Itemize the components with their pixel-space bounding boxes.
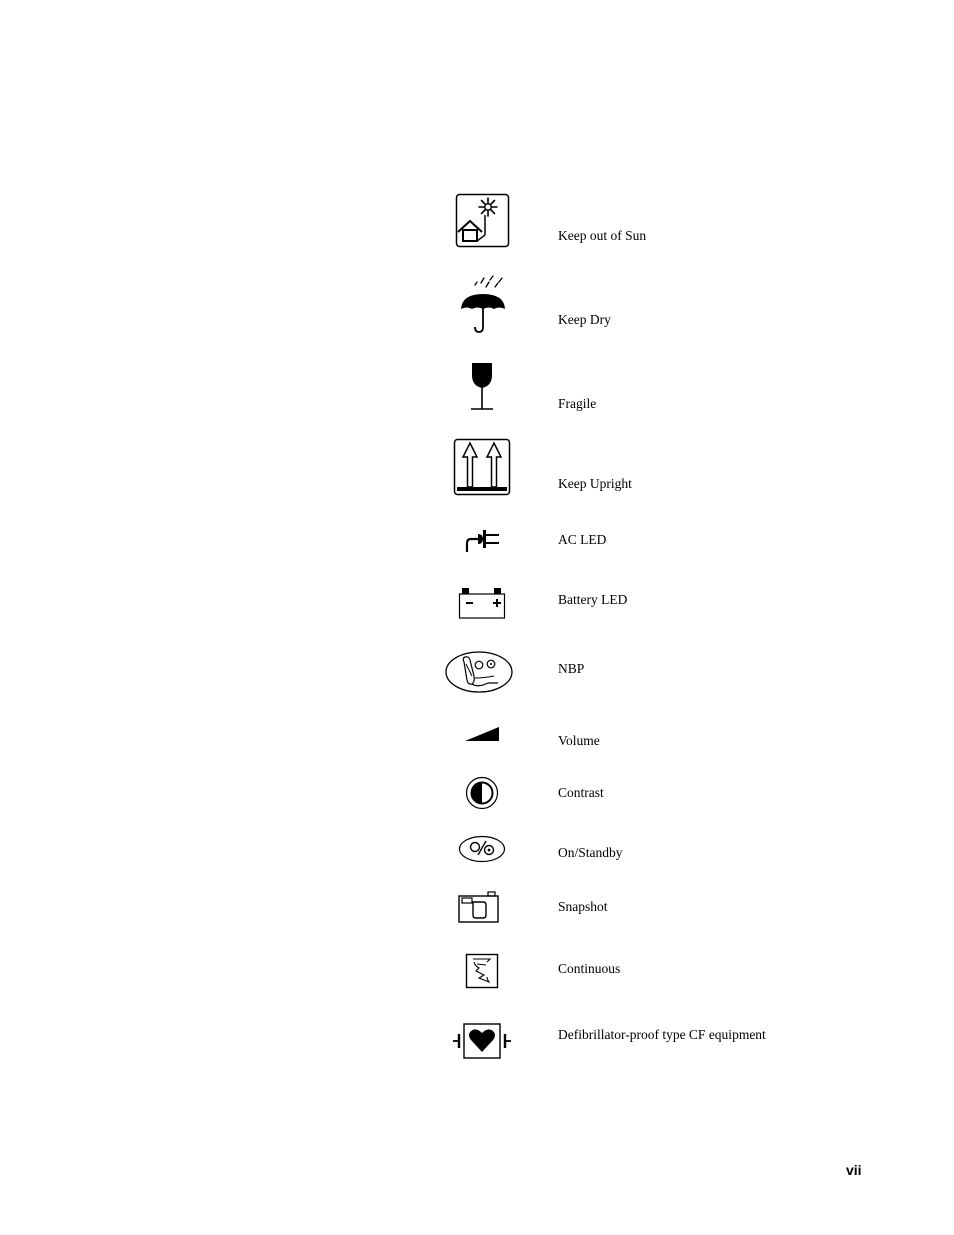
symbol-label-nbp: NBP bbox=[558, 661, 585, 676]
symbol-label-keep-upright: Keep Upright bbox=[558, 476, 632, 491]
symbol-label-ac-led: AC LED bbox=[558, 532, 607, 547]
symbol-label-continuous: Continuous bbox=[558, 961, 621, 976]
symbol-label-keep-out-of-sun: Keep out of Sun bbox=[558, 228, 647, 243]
symbol-label-snapshot: Snapshot bbox=[558, 899, 608, 914]
volume-icon bbox=[464, 726, 500, 742]
on-standby-icon bbox=[458, 835, 506, 863]
symbol-label-on-standby: On/Standby bbox=[558, 845, 623, 860]
keep-dry-icon bbox=[458, 274, 508, 334]
symbol-label-battery-led: Battery LED bbox=[558, 592, 628, 607]
snapshot-icon bbox=[457, 890, 501, 924]
page-number: vii bbox=[846, 1162, 862, 1178]
keep-upright-icon bbox=[453, 438, 511, 496]
symbol-label-contrast: Contrast bbox=[558, 785, 604, 800]
symbol-label-keep-dry: Keep Dry bbox=[558, 312, 611, 327]
symbol-label-fragile: Fragile bbox=[558, 396, 597, 411]
nbp-icon bbox=[444, 650, 514, 694]
fragile-icon bbox=[468, 362, 496, 412]
continuous-icon bbox=[465, 953, 499, 989]
symbol-label-volume: Volume bbox=[558, 733, 600, 748]
contrast-icon bbox=[465, 775, 499, 811]
symbol-label-defibrillator-proof-cf: Defibrillator-proof type CF equipment bbox=[558, 1027, 766, 1042]
keep-out-of-sun-icon bbox=[455, 193, 510, 248]
defibrillator-proof-cf-icon bbox=[451, 1022, 513, 1060]
battery-led-icon bbox=[458, 587, 508, 621]
ac-led-icon bbox=[464, 526, 502, 554]
